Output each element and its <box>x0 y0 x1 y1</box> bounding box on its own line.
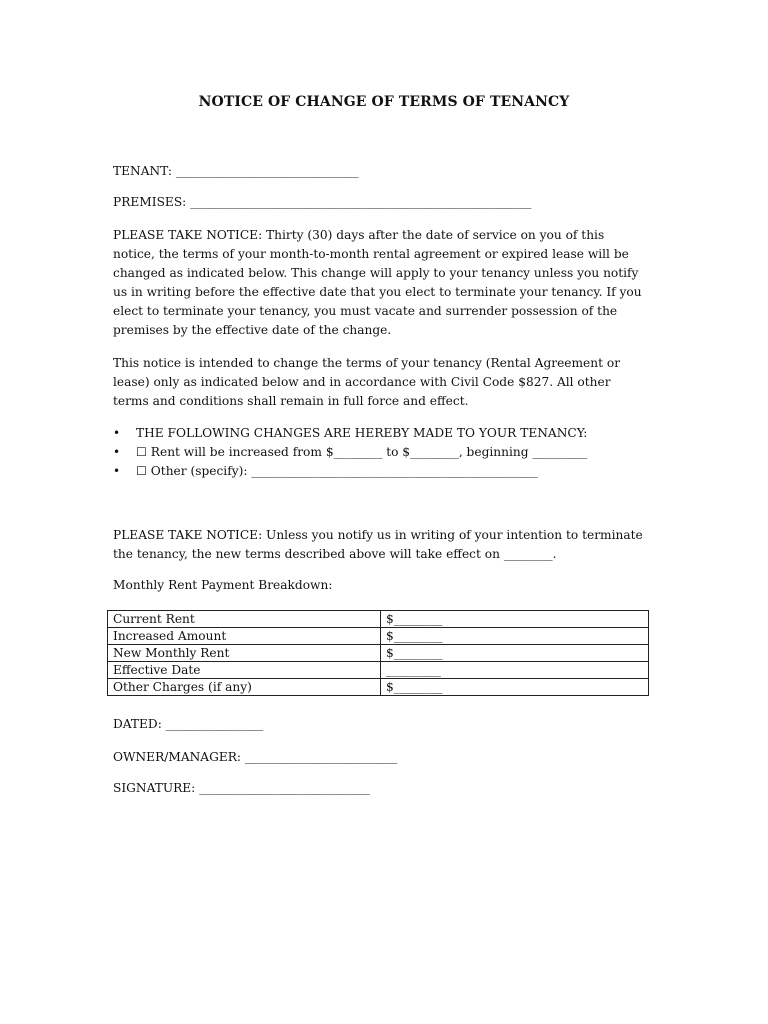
list-item-text: THE FOLLOWING CHANGES ARE HEREBY MADE TO YOUR TENANCY: <box>136 426 588 440</box>
list-item <box>113 424 653 443</box>
rent-breakdown-table <box>107 610 649 696</box>
table-cell-value: _________ <box>381 662 649 679</box>
table-row <box>108 628 649 645</box>
owner-manager-line: OWNER/MANAGER: _________________________ <box>113 750 398 764</box>
list-item-text: ☐ Rent will be increased from $________ to $________, beginning _________ <box>136 445 588 459</box>
intent-paragraph: This notice is intended to change the terms of your tenancy (Rental Agreement or lease) only as indicated below and in accordance with Civil Code $827. All other terms and conditions shall remain in full force and effect. <box>113 356 621 408</box>
table-cell-value: $________ <box>381 611 649 628</box>
table-cell-value: $________ <box>381 628 649 645</box>
table-row <box>108 679 649 696</box>
page-title: NOTICE OF CHANGE OF TERMS OF TENANCY <box>198 94 570 110</box>
table-cell-label: Current Rent <box>108 611 381 628</box>
table-cell-label: Effective Date <box>108 662 381 679</box>
breakdown-heading: Monthly Rent Payment Breakdown: <box>113 578 333 592</box>
bullet-icon: • <box>113 426 121 440</box>
table-row <box>108 645 649 662</box>
list-item-text: ☐ Other (specify): _______________________________________________ <box>136 464 538 478</box>
table-cell-label: Other Charges (if any) <box>108 679 381 696</box>
bullet-icon: • <box>113 445 121 459</box>
final-notice-paragraph: PLEASE TAKE NOTICE: Unless you notify us in writing of your intention to terminate the tenancy, the new terms described above will take effect on ________. <box>113 528 643 561</box>
table-cell-value: $________ <box>381 645 649 662</box>
table-row <box>108 662 649 679</box>
premises-line: PREMISES: ________________________________________________________ <box>113 195 532 209</box>
dated-line: DATED: ________________ <box>113 717 264 731</box>
list-item <box>113 462 653 481</box>
notice-paragraph: PLEASE TAKE NOTICE: Thirty (30) days after the date of service on you of this notice, the terms of your month-to-month rental agreement or expired lease will be changed as indicated below. This change will apply to your tenancy unless you notify us in writing before the effective date that you elect to terminate your tenancy. If you elect to terminate your tenancy, you must vacate and surrender possession of the premises by the effective date of the change. <box>113 228 642 337</box>
table-cell-label: Increased Amount <box>108 628 381 645</box>
changes-list <box>113 424 653 481</box>
table-cell-value: $________ <box>381 679 649 696</box>
tenant-line: TENANT: ______________________________ <box>113 164 359 178</box>
table-row <box>108 611 649 628</box>
bullet-icon: • <box>113 464 121 478</box>
table-cell-label: New Monthly Rent <box>108 645 381 662</box>
signature-line: SIGNATURE: ____________________________ <box>113 781 370 795</box>
list-item <box>113 443 653 462</box>
